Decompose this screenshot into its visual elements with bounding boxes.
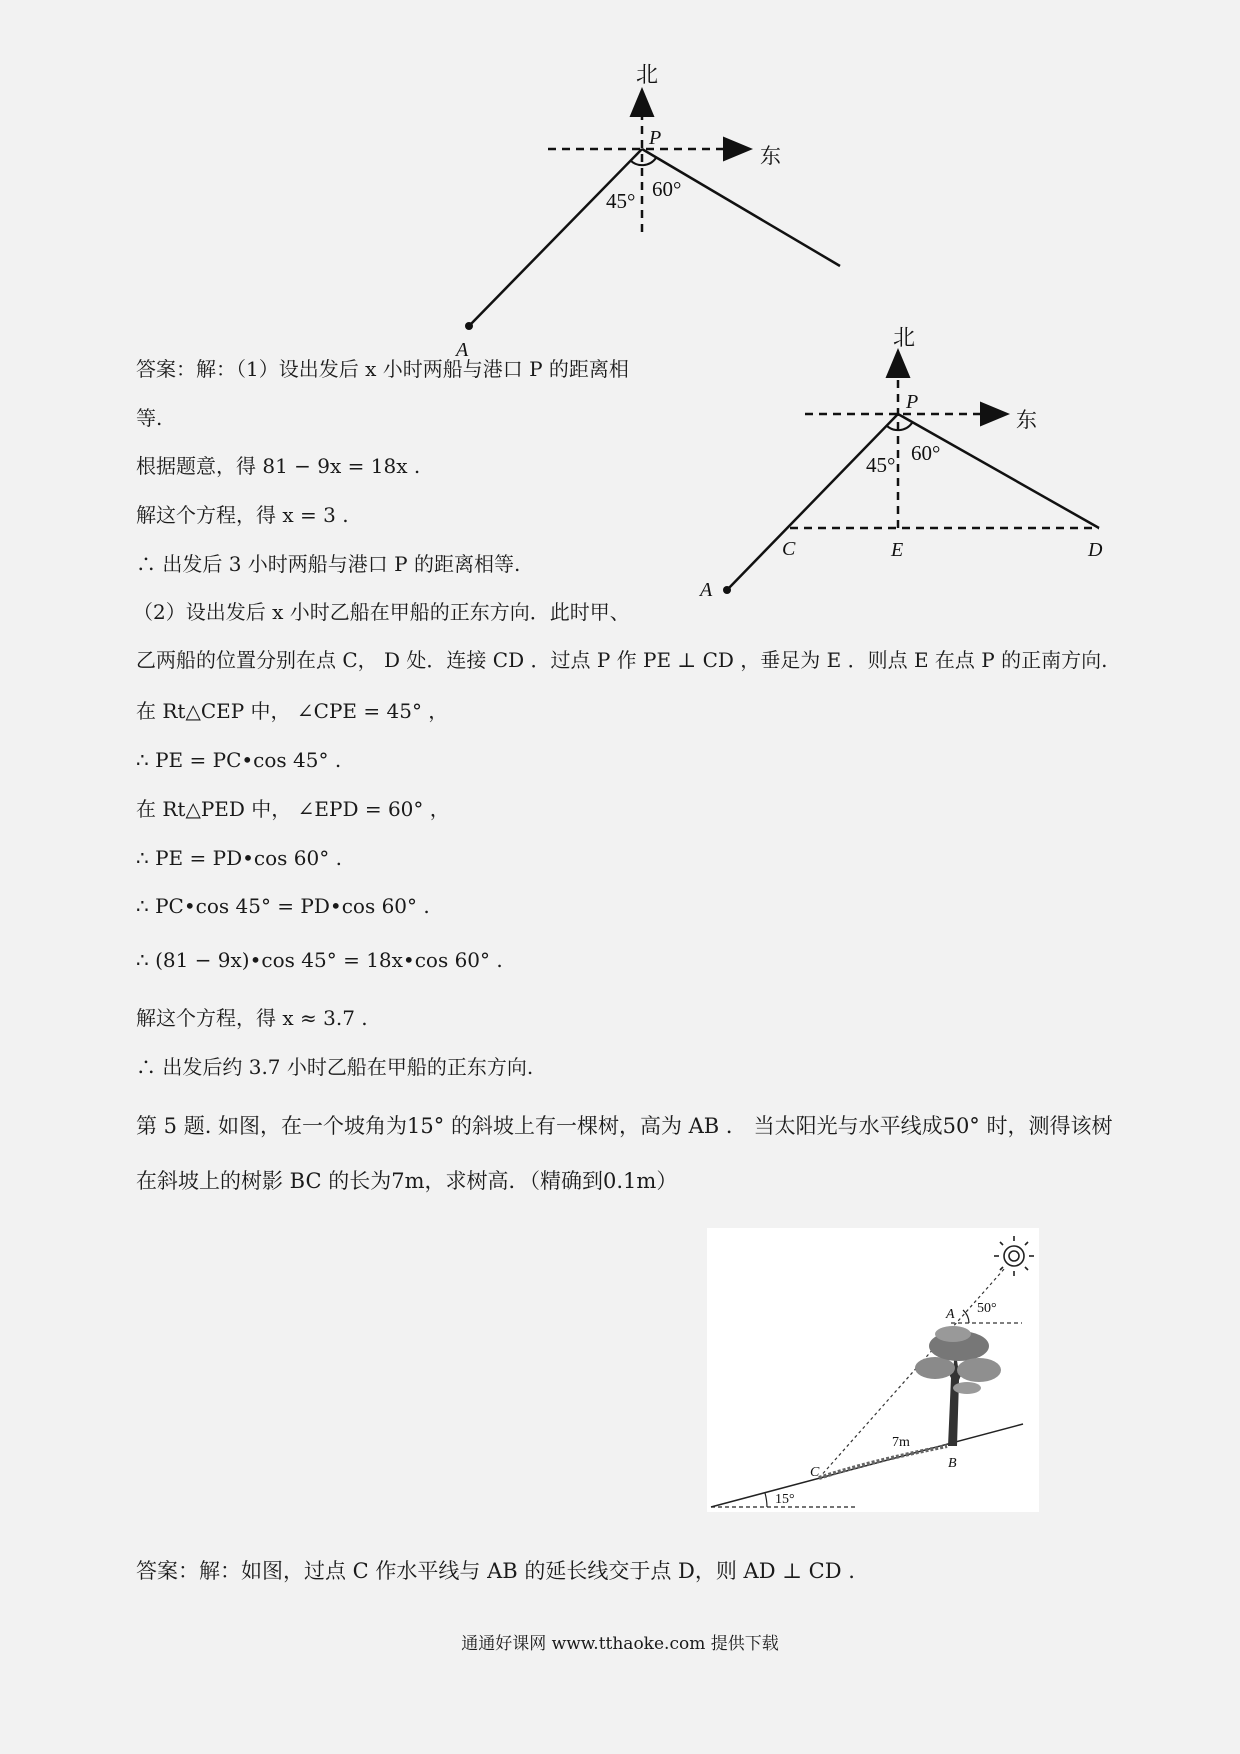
point-e-label: E bbox=[891, 539, 904, 561]
angle-60-label-2: 60° bbox=[911, 441, 941, 465]
point-c-label: C bbox=[782, 538, 796, 560]
sun-angle-label: 50° bbox=[977, 1301, 997, 1316]
solution-line: 在 Rt△CEP 中， ∠CPE = 45° ， bbox=[136, 699, 449, 723]
angle-45-label-2: 45° bbox=[866, 453, 896, 477]
point-p-label-2: P bbox=[906, 391, 919, 413]
solution-line: ∴ PE = PD•cos 60° . bbox=[136, 846, 342, 870]
solution-line: 乙两船的位置分别在点 C， D 处．连接 CD ．过点 P 作 PE ⊥ CD ，垂足为 E ．则点 E 在点 P 的正南方向. bbox=[136, 648, 1108, 672]
page-footer: 通通好课网 www.tthaoke.com 提供下载 bbox=[461, 1634, 779, 1654]
point-d-label: D bbox=[1088, 539, 1103, 561]
point-a-label-3: A bbox=[946, 1307, 955, 1322]
slope-tree-diagram bbox=[707, 1228, 1039, 1512]
east-label: 东 bbox=[760, 144, 781, 168]
solution-line: 等. bbox=[136, 406, 163, 430]
solution-line: 根据题意，得 81 − 9x = 18x . bbox=[136, 454, 421, 478]
shadow-length-label: 7m bbox=[892, 1435, 910, 1450]
question-5-line-2: 在斜坡上的树影 BC 的长为7m，求树高．（精确到0.1m） bbox=[136, 1169, 678, 1193]
solution-line: ∴ PE = PC•cos 45° . bbox=[136, 748, 342, 772]
solution-line: ∴ 出发后约 3.7 小时乙船在甲船的正东方向. bbox=[136, 1055, 534, 1079]
point-p-label: P bbox=[649, 127, 662, 149]
solution-line: （2）设出发后 x 小时乙船在甲船的正东方向．此时甲、 bbox=[133, 600, 630, 624]
ray-pa-2 bbox=[727, 414, 898, 590]
ray-pd-2 bbox=[898, 414, 1099, 528]
answer-5-line: 答案：解：如图，过点 C 作水平线与 AB 的延长线交于点 D，则 AD ⊥ CD . bbox=[136, 1559, 855, 1583]
solution-line: 解这个方程，得 x ≈ 3.7 . bbox=[136, 1006, 368, 1030]
solution-line: 答案：解：（1）设出发后 x 小时两船与港口 P 的距离相 bbox=[136, 357, 629, 381]
point-a-label: A bbox=[456, 339, 469, 360]
angle-45-label: 45° bbox=[606, 189, 636, 213]
solution-line: 在 Rt△PED 中， ∠EPD = 60° ， bbox=[136, 797, 450, 821]
point-c-label-3: C bbox=[810, 1465, 820, 1480]
east-label-2: 东 bbox=[1016, 408, 1037, 432]
question-5-line-1: 第 5 题. 如图，在一个坡角为15° 的斜坡上有一棵树，高为 AB ． 当太阳光与水平线成50° 时，测得该树 bbox=[136, 1114, 1113, 1138]
point-a-label-2: A bbox=[700, 579, 713, 601]
solution-line: 解这个方程，得 x = 3 . bbox=[136, 503, 349, 527]
north-label-2: 北 bbox=[893, 325, 916, 350]
point-b-label: B bbox=[948, 1456, 957, 1471]
solution-line: ∴ (81 − 9x)•cos 45° = 18x•cos 60° . bbox=[136, 948, 503, 972]
north-label: 北 bbox=[636, 62, 659, 87]
solution-line: ∴ 出发后 3 小时两船与港口 P 的距离相等. bbox=[136, 552, 521, 576]
point-a-dot-2 bbox=[723, 586, 731, 594]
solution-line: ∴ PC•cos 45° = PD•cos 60° . bbox=[136, 894, 430, 918]
slope-angle-label: 15° bbox=[775, 1492, 795, 1507]
angle-60-label: 60° bbox=[652, 177, 682, 201]
